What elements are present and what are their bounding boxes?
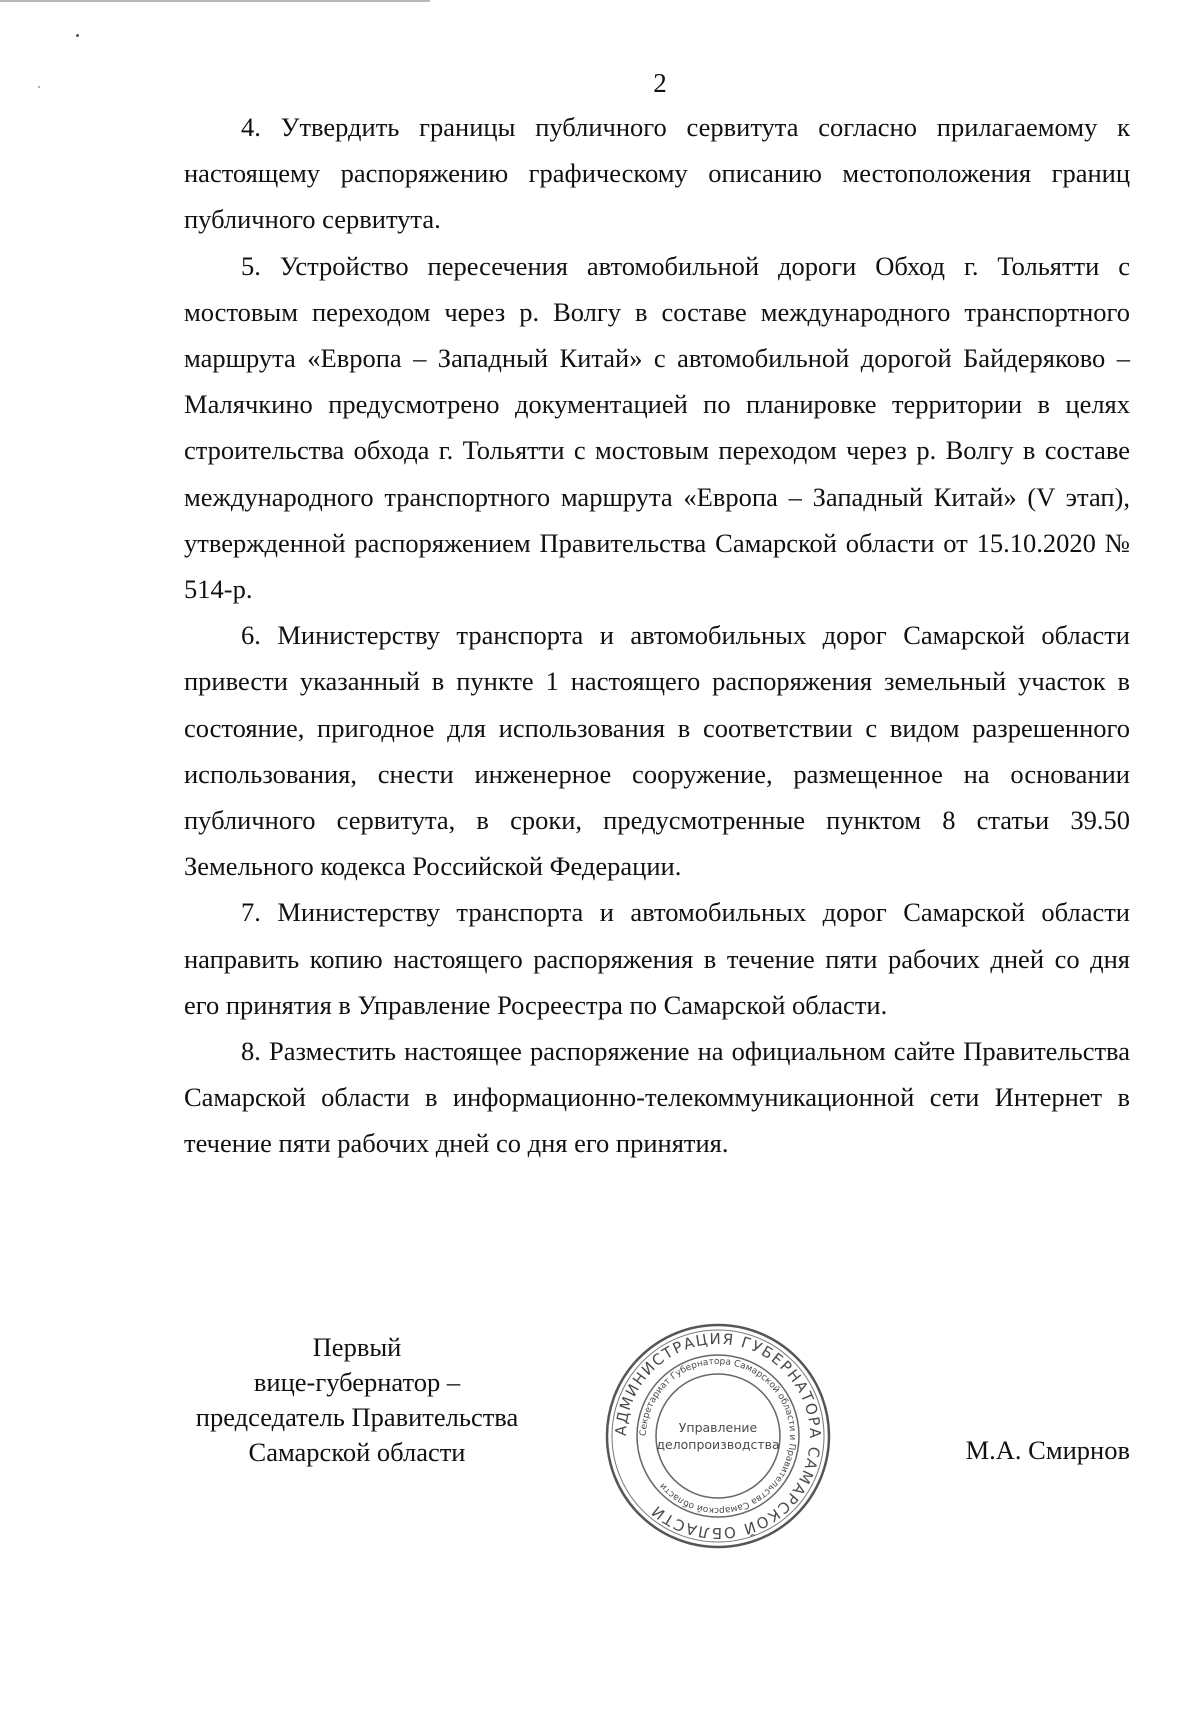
position-line: Первый: [312, 1332, 402, 1362]
stamp-middle-ring: [637, 1355, 799, 1517]
position-line: вице-губернатор –: [253, 1367, 461, 1397]
paragraph-item-6: 6. Министерству транспорта и автомобильных дорог Самарской области привести указанный в пункте 1 настоящего распоряжения земельный участок в состояние, пригодное для использования в соответствии с видом разрешенного использования, снести инженерное сооружение, размещенное на основании публичного сервитута, в сроки, предусмотренные пунктом 8 статьи 39.50 Земельного кодекса Российской Федерации.: [184, 620, 1130, 882]
page-number: 2: [653, 68, 667, 98]
stamp-outer-text: АДМИНИСТРАЦИЯ ГУБЕРНАТОРА САМАРСКОЙ ОБЛАСТИ: [611, 1329, 825, 1543]
stamp-inner-ring: [656, 1374, 780, 1498]
scan-edge: [0, 0, 430, 2]
position-line: председатель Правительства: [195, 1402, 519, 1432]
stamp-center-line: Управление: [678, 1420, 758, 1435]
paragraph-item-5: 5. Устройство пересечения автомобильной дороги Обход г. Тольятти с мостовым переходом через р. Волгу в составе международного транспортного маршрута «Европа – Западный Китай» с автомобильной дорогой Байдеряково – Малячкино предусмотрено документацией по планировке территории в целях строительства обхода г. Тольятти с мостовым переходом через р. Волгу в составе международного транспортного маршрута «Европа – Западный Китай» (V этап), утвержденной распоряжением Правительства Самарской области от 15.10.2020 № 514-р.: [184, 250, 1130, 605]
paragraph-item-4: 4. Утвердить границы публичного сервитута согласно прилагаемому к настоящему распоряжению графическому описанию местоположения границ публичного сервитута.: [184, 112, 1130, 235]
stamp-inner-text: Секретариат Губернатора Самарской области и Правительства Самарской области: [638, 1356, 798, 1516]
paragraph-item-8: 8. Разместить настоящее распоряжение на официальном сайте Правительства Самарской области в информационно-телекоммуникационной сети Интернет в течение пяти рабочих дней со дня его принятия.: [184, 1036, 1130, 1159]
paragraph-item-7: 7. Министерству транспорта и автомобильных дорог Самарской области направить копию настоящего распоряжения в течение пяти рабочих дней со дня его принятия в Управление Росреестра по Самарской области.: [184, 897, 1130, 1020]
signature-position: [184, 1330, 530, 1470]
stamp-center-line: делопроизводства: [656, 1437, 780, 1452]
position-line: Самарской области: [248, 1437, 466, 1467]
signer-name: М.А. Смирнов: [965, 1435, 1130, 1465]
scan-speck: [76, 34, 79, 37]
official-stamp: [602, 1320, 834, 1552]
document-body: [184, 104, 1130, 1167]
